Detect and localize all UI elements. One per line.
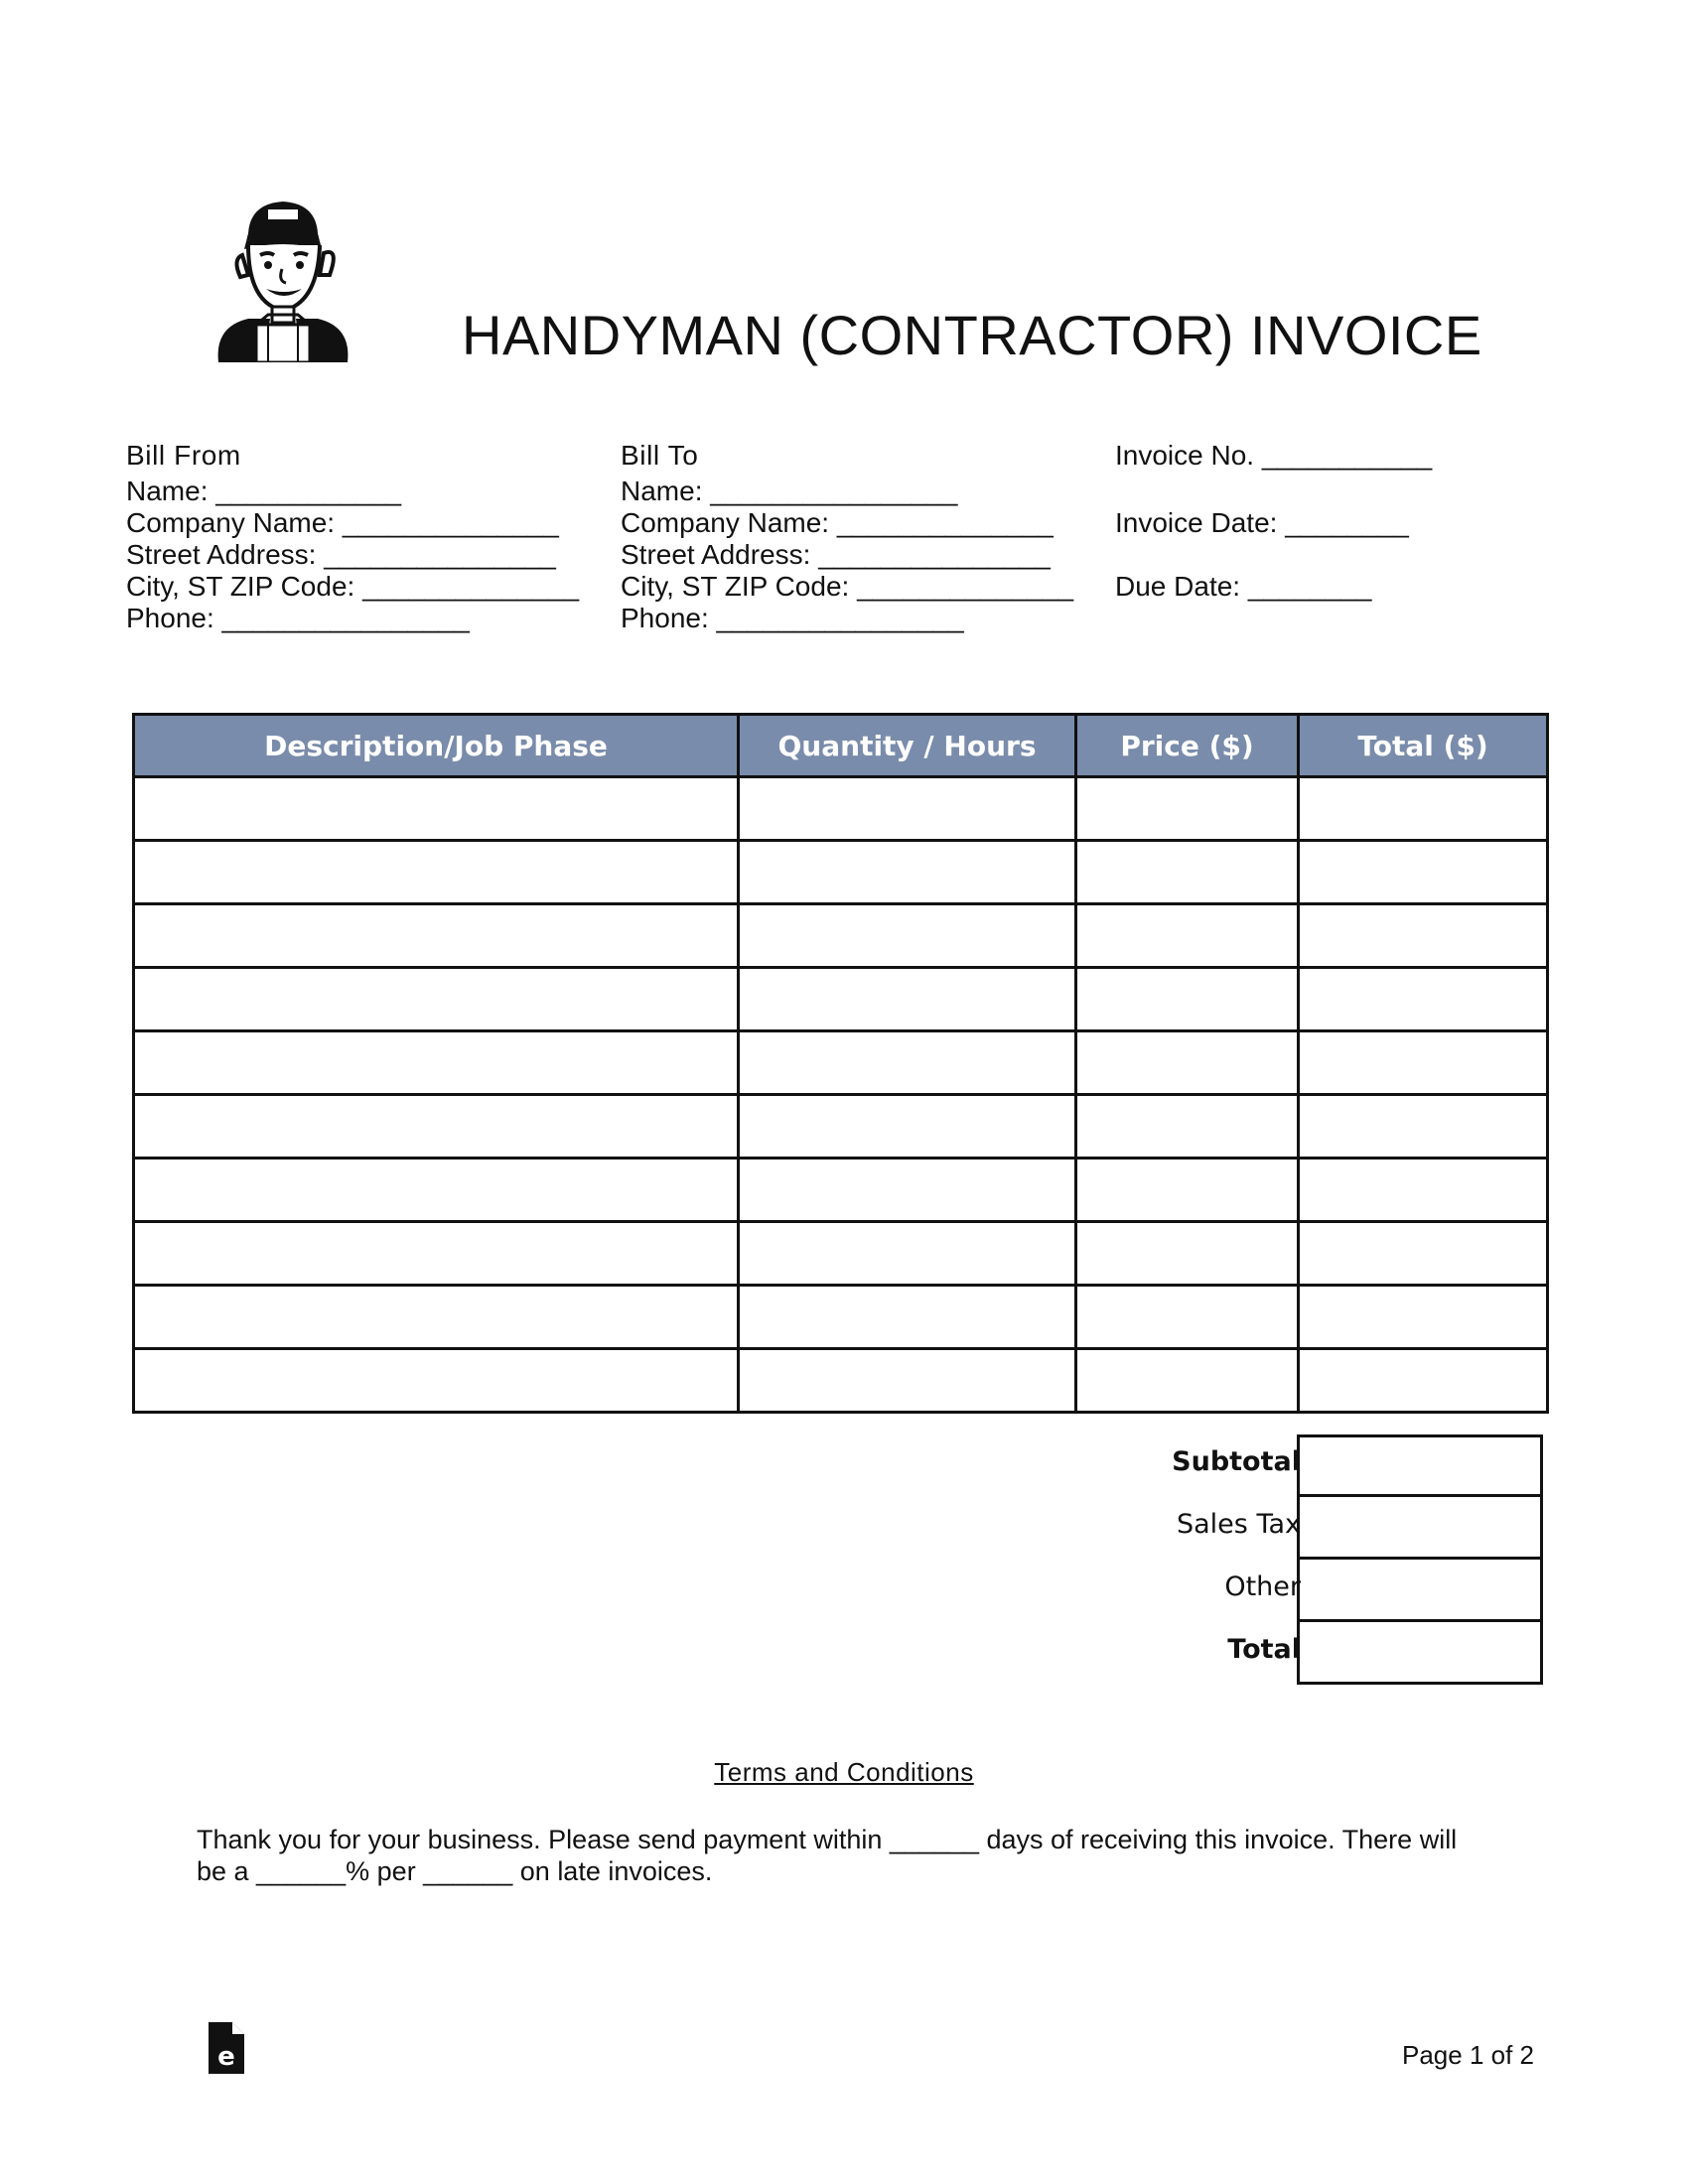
bill-to-phone-field[interactable]: Phone: ________________ <box>621 603 964 633</box>
table-row <box>134 777 1548 841</box>
quantity-cell[interactable] <box>739 777 1076 841</box>
quantity-cell[interactable] <box>739 1031 1076 1095</box>
quantity-cell[interactable] <box>739 1349 1076 1413</box>
total-cell[interactable] <box>1299 1159 1548 1222</box>
total-cell[interactable] <box>1299 1222 1548 1286</box>
table-row <box>134 1222 1548 1286</box>
total-cell[interactable] <box>1299 1031 1548 1095</box>
description-cell[interactable] <box>134 841 739 904</box>
column-header-description: Description/Job Phase <box>134 715 739 777</box>
bill-to-city-field[interactable]: City, ST ZIP Code: ______________ <box>621 571 1074 602</box>
table-row <box>134 968 1548 1031</box>
price-cell[interactable] <box>1076 777 1299 841</box>
invoice-number-field[interactable]: Invoice No. ___________ <box>1115 440 1433 471</box>
price-cell[interactable] <box>1076 1286 1299 1349</box>
bill-from-city-field[interactable]: City, ST ZIP Code: ______________ <box>126 571 580 602</box>
description-cell[interactable] <box>134 1222 739 1286</box>
document-e-icon <box>207 2020 246 2076</box>
total-cell[interactable] <box>1299 1095 1548 1159</box>
totals-section <box>1053 1434 1549 1685</box>
page-title: HANDYMAN (CONTRACTOR) INVOICE <box>462 304 1482 366</box>
quantity-cell[interactable] <box>739 1159 1076 1222</box>
table-row <box>134 1349 1548 1413</box>
total-cell[interactable] <box>1299 841 1548 904</box>
bill-from-name-field[interactable]: Name: ____________ <box>126 476 402 506</box>
bill-to-company-field[interactable]: Company Name: ______________ <box>621 507 1054 538</box>
table-row <box>134 904 1548 968</box>
quantity-cell[interactable] <box>739 904 1076 968</box>
bill-to-street-field[interactable]: Street Address: _______________ <box>621 539 1051 570</box>
price-cell[interactable] <box>1076 1349 1299 1413</box>
description-cell[interactable] <box>134 1159 739 1222</box>
quantity-cell[interactable] <box>739 968 1076 1031</box>
sales-tax-label: Sales Tax <box>1177 1509 1301 1540</box>
price-cell[interactable] <box>1076 904 1299 968</box>
line-items-table <box>132 713 1549 1414</box>
due-date-field[interactable]: Due Date: ________ <box>1115 571 1372 602</box>
price-cell[interactable] <box>1076 1031 1299 1095</box>
bill-from-section <box>126 440 579 634</box>
bill-to-heading: Bill To <box>621 440 699 471</box>
total-cell[interactable] <box>1299 777 1548 841</box>
terms-text: Thank you for your business. Please send payment within ______ days of receiving this invoice. There will be a ______% per ______ on late invoices. <box>197 1825 1458 1886</box>
price-cell[interactable] <box>1076 1222 1299 1286</box>
quantity-cell[interactable] <box>739 841 1076 904</box>
total-cell[interactable] <box>1299 968 1548 1031</box>
total-cell[interactable] <box>1299 904 1548 968</box>
svg-text:e: e <box>217 2042 235 2072</box>
total-cell[interactable] <box>1299 1286 1548 1349</box>
price-cell[interactable] <box>1076 968 1299 1031</box>
description-cell[interactable] <box>134 1286 739 1349</box>
table-row <box>134 1286 1548 1349</box>
subtotal-label: Subtotal <box>1172 1446 1301 1477</box>
bill-from-phone-field[interactable]: Phone: ________________ <box>126 603 470 633</box>
terms-heading: Terms and Conditions <box>714 1757 974 1787</box>
description-cell[interactable] <box>134 1031 739 1095</box>
quantity-cell[interactable] <box>739 1095 1076 1159</box>
sales-tax-row <box>1053 1497 1549 1560</box>
description-cell[interactable] <box>134 968 739 1031</box>
bill-to-name-field[interactable]: Name: ________________ <box>621 476 958 506</box>
table-row <box>134 841 1548 904</box>
total-label: Total <box>1227 1634 1301 1665</box>
description-cell[interactable] <box>134 1095 739 1159</box>
table-header-row <box>134 715 1548 777</box>
column-header-quantity: Quantity / Hours <box>739 715 1076 777</box>
quantity-cell[interactable] <box>739 1222 1076 1286</box>
page-number: Page 1 of 2 <box>1402 2040 1534 2070</box>
bill-from-company-field[interactable]: Company Name: ______________ <box>126 507 559 538</box>
bill-from-street-field[interactable]: Street Address: _______________ <box>126 539 556 570</box>
other-field[interactable] <box>1297 1560 1543 1622</box>
total-row <box>1053 1622 1549 1685</box>
total-cell[interactable] <box>1299 1349 1548 1413</box>
column-header-total: Total ($) <box>1299 715 1548 777</box>
table-row <box>134 1095 1548 1159</box>
description-cell[interactable] <box>134 1349 739 1413</box>
column-header-price: Price ($) <box>1076 715 1299 777</box>
bill-from-heading: Bill From <box>126 440 241 471</box>
bill-to-section <box>621 440 1073 634</box>
price-cell[interactable] <box>1076 1095 1299 1159</box>
invoice-date-field[interactable]: Invoice Date: ________ <box>1115 507 1409 538</box>
description-cell[interactable] <box>134 904 739 968</box>
handyman-mascot-icon <box>209 194 352 362</box>
subtotal-row <box>1053 1434 1549 1497</box>
price-cell[interactable] <box>1076 841 1299 904</box>
subtotal-field[interactable] <box>1297 1434 1543 1497</box>
price-cell[interactable] <box>1076 1159 1299 1222</box>
table-row <box>134 1031 1548 1095</box>
other-label: Other <box>1224 1571 1301 1602</box>
other-row <box>1053 1560 1549 1622</box>
quantity-cell[interactable] <box>739 1286 1076 1349</box>
table-row <box>134 1159 1548 1222</box>
sales-tax-field[interactable] <box>1297 1497 1543 1560</box>
description-cell[interactable] <box>134 777 739 841</box>
total-field[interactable] <box>1297 1622 1543 1685</box>
